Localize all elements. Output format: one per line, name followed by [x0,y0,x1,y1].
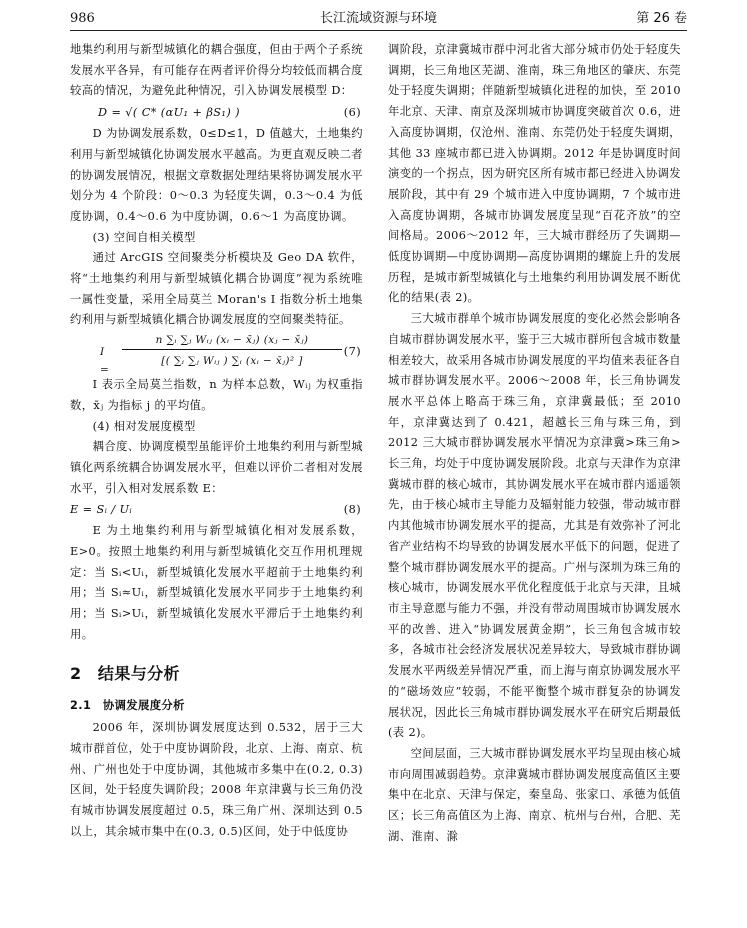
equation-denominator: [( ∑ᵢ ∑ⱼ Wᵢⱼ ) ∑ᵢ (xᵢ − x̄ⱼ)² ] [161,355,303,368]
equation-lhs: I = [100,346,110,377]
section-title: 2 结果与分析 [70,663,180,683]
subsection-title: 2.1 协调发展度分析 [70,698,185,712]
left-column [70,40,363,843]
paragraph: 空间层面，三大城市群协调发展水平均呈现由核心城市向周围减弱趋势。京津冀城市群协调发展度高值区主要集中在北京、天津与保定，秦皇岛、张家口、承德为低值区；长三角高值区为上海、南京、杭州与台州，合肥、芜湖、淮南、滁 [388,746,681,843]
equation-number: (8) [343,503,361,517]
paragraph: 三大城市群单个城市协调发展度的变化必然会影响各自城市群协调发展水平，鉴于三大城市群所包含城市数量相差较大，故采用各城市协调发展度的平均值来表征各自城市群协调发展水平。2006～2008 年，长三角协调发展水平总体上略高于珠三角，京津冀最低；至 2010 年，京津冀达到了 0.421，超越长三角与珠三角，到 2012 三大城市群协调发展水平情况为京津冀>珠三角>长三角，均处于中度协调发展阶段。北京与天津作为京津冀城市群的核心城市，其协调发展水平在城市群内遥遥领先，由于核心城市主导能力及辐射能力较强，带动城市群内其他城市协调发展水平的提高，尤其是有效弥补了河北省产业结构不均导致的协调发展水平低下的问题，促进了整个城市群协调发展水平的提高。广州与深圳为珠三角的核心城市，协调发展水平优化程度低于北京与天津，且城市主导意愿与能力不强，并没有带动周围城市协调发展水平的改善、进入“协调发展黄金期”，长三角包含城市较多，各城市社会经济发展状况差异较大，导致城市群协调发展水平两级差异情况严重，而上海与南京协调发展水平的“磁场效应”较弱，不能平衡整个城市群复杂的协调发展状况，因此长三角城市群协调发展水平在研究后期最低(表 2)。 [388,312,681,740]
paragraph: 2006 年，深圳协调发展度达到 0.532，居于三大城市群首位，处于中度协调阶段，北京、上海、南京、杭州、广州也处于中度协调，其他城市多集中在(0.2, 0.3)区间，处于轻度失调阶段；2008 年京津冀与长三角仍没有城市协调发展度超过 0.5，珠三角广州、深圳达到 0.5 以上，其余城市集中在(0.3, 0.5)区间，处于中低度协 [70,721,363,838]
equation-formula: E = Sᵢ / Uᵢ [70,503,133,517]
volume-label: 第 26 卷 [636,11,687,26]
subheading-relative-development: (4) 相对发展度模型 [92,419,196,433]
equation-number: (7) [343,345,361,359]
journal-title: 长江流域资源与环境 [319,11,437,26]
page-header [70,8,687,31]
equation-7 [70,331,363,375]
paragraph: 地集约利用与新型城镇化的耦合强度，但由于两个子系统发展水平各异，有可能存在两者评价得分均较低而耦合度较高的情况，为避免此种情况，引入协调发展模型 D： [70,43,363,98]
equation-6 [70,102,363,124]
equation-8 [70,499,363,521]
paragraph: I 表示全局莫兰指数，n 为样本总数，Wᵢⱼ 为权重指数，x̄ⱼ 为指标 j 的平均值。 [70,378,363,412]
paragraph: 通过 ArcGIS 空间聚类分析模块及 Geo DA 软件，将“土地集约利用与新型城镇化耦合协调度”视为系统唯一属性变量，采用全局莫兰 Moran's I 指数分析土地集约利用与新型城镇化耦合协调发展度的空间聚类特征。 [70,251,363,327]
page-number: 986 [70,11,95,26]
right-column [388,40,681,847]
equation-numerator: n ∑ᵢ ∑ⱼ Wᵢⱼ (xᵢ − x̄ⱼ) (xⱼ − x̄ⱼ) [122,331,342,350]
paragraph: 调阶段，京津冀城市群中河北省大部分城市仍处于轻度失调期，长三角地区芜湖、淮南，珠三角地区的肇庆、东莞处于轻度失调期；伴随新型城镇化进程的加快，至 2010 年北京、天津、南京及深圳城市协调度突破首次 0.6，进入高度协调期，仅沧州、淮南、东莞仍处于轻度失调期，其他 33 座城市都已进入协调期。2012 年是协调度时间演变的一个拐点，因为研究区所有城市都已经进入协调发展阶段，其中有 29 个城市进入中度协调期，7 个城市进入高度协调期，各城市协调发展度呈现“百花齐放”的空间格局。2006～2012 年，三大城市群经历了失调期—低度协调期—中度协调期—高度协调期的螺旋上升的发展历程，是城市新型城镇化与土地集约利用协调发展不断优化的结果(表 2)。 [388,43,681,305]
subheading-spatial-autocorrelation: (3) 空间自相关模型 [92,230,196,244]
equation-number: (6) [343,106,361,120]
equation-formula: D = √( C* (αU₁ + βS₁) ) [98,106,240,120]
paragraph: D 为协调发展系数，0≤D≤1，D 值越大，土地集约利用与新型城镇化协调发展水平越高。为更直观反映二者的协调发展情况，根据文章数据处理结果将协调发展水平划分为 4 个阶段：0～0.3 为轻度失调，0.3～0.4 为低度协调，0.4～0.6 为中度协调，0.6～1 为高度协调。 [70,127,363,223]
paragraph: E 为土地集约利用与新型城镇化相对发展系数，E>0。按照土地集约利用与新型城镇化交互作用机理规定：当 Sᵢ<Uᵢ，新型城镇化发展水平超前于土地集约利用；当 Sᵢ≈Uᵢ，新型城镇化发展水平同步于土地集约利用；当 Sᵢ>Uᵢ，新型城镇化发展水平滞后于土地集约利用。 [70,524,363,641]
paragraph: 耦合度、协调度模型虽能评价土地集约利用与新型城镇化两系统耦合协调发展水平，但难以评价二者相对发展水平，引入相对发展系数 E： [70,440,363,495]
